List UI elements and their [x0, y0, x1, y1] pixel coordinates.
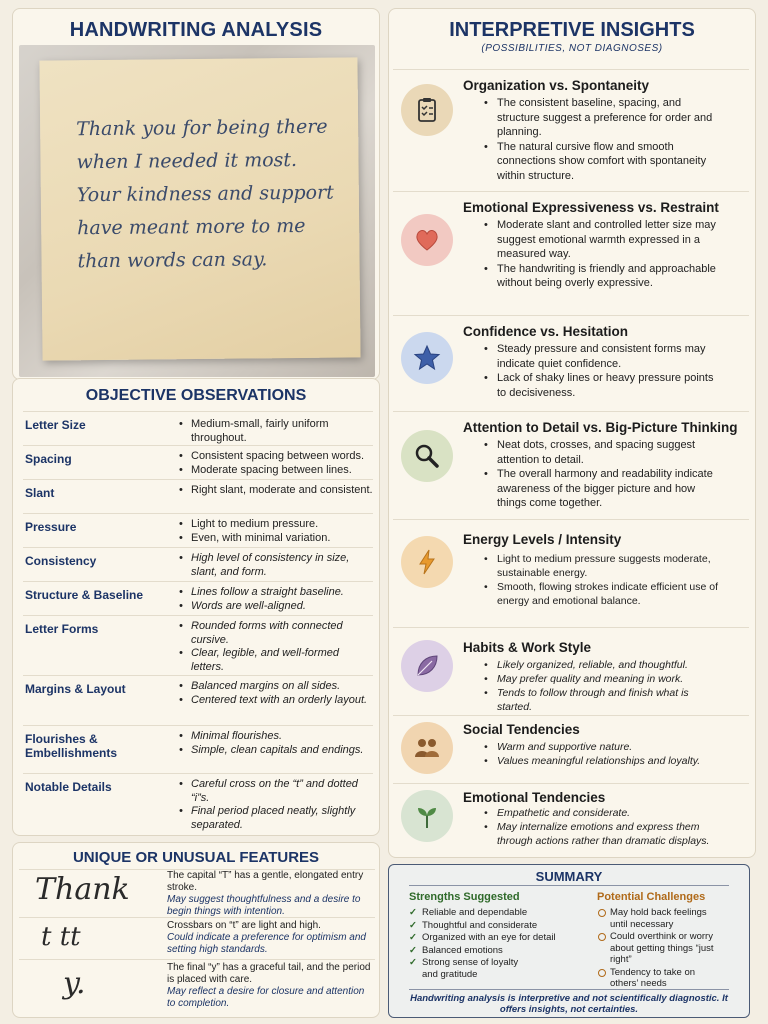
note-line: than words can say.	[77, 248, 268, 273]
challenge-item: May hold back feelings until necessary	[597, 907, 717, 930]
handwriting-photo	[19, 45, 375, 377]
lightning-icon	[401, 536, 453, 588]
unique-feature-text	[167, 870, 373, 918]
insight-item: • Warm and supportive nature.	[483, 740, 723, 754]
unique-features-panel	[12, 842, 380, 1018]
clipboard-icon	[401, 84, 453, 136]
leaf-icon	[401, 640, 453, 692]
unique-features-title: UNIQUE OR UNUSUAL FEATURES	[72, 849, 320, 866]
strength-item: ✓ Thoughtful and considerate	[409, 920, 579, 932]
observation-item: • Careful cross on the “t” and dotted “i”s.	[177, 778, 373, 805]
observation-item: • Balanced margins on all sides.	[177, 680, 373, 694]
insight-items	[483, 806, 723, 848]
summary-divider	[409, 885, 729, 886]
observation-label: Letter Size	[25, 418, 86, 432]
insight-item: • Lack of shaky lines or heavy pressure points to decisiveness.	[483, 371, 723, 400]
observation-item: • Medium-small, fairly uniform throughout.	[177, 418, 373, 445]
observation-row	[23, 445, 373, 479]
insights-title: INTERPRETIVE INSIGHTS	[449, 19, 695, 41]
observation-row	[23, 675, 373, 725]
insight-item: • Likely organized, reliable, and thoughtful.	[483, 658, 723, 672]
sprout-icon	[401, 790, 453, 842]
observation-label: Letter Forms	[25, 622, 99, 636]
note-line: Your kindness and support	[76, 181, 334, 207]
feature-interpretation: Could indicate a preference for optimism and setting high standards.	[167, 932, 366, 955]
insight-items	[483, 658, 723, 714]
insight-item: • Steady pressure and consistent forms may indicate quiet confidence.	[483, 342, 723, 371]
insight-block	[393, 69, 749, 191]
insight-item: • Light to medium pressure suggests moderate, sustainable energy.	[483, 552, 723, 580]
insight-block	[393, 519, 749, 627]
insights-panel	[388, 8, 756, 858]
star-icon	[401, 332, 453, 384]
observations-title: OBJECTIVE OBSERVATIONS	[85, 387, 307, 404]
strength-item: ✓ Organized with an eye for detail	[409, 932, 579, 944]
challenges-heading: Potential Challenges	[597, 891, 706, 903]
observation-items	[177, 484, 373, 498]
observation-item: • Centered text with an orderly layout.	[177, 694, 373, 708]
feature-description: Crossbars on “t” are light and high.	[167, 920, 321, 931]
challenges-list	[597, 907, 717, 991]
observation-label: Slant	[25, 486, 55, 500]
observation-row	[23, 479, 373, 513]
feature-description: The final “y” has a graceful tail, and the period is placed with care.	[167, 962, 371, 985]
magnifier-icon	[401, 430, 453, 482]
strength-item: ✓ Reliable and dependable	[409, 907, 579, 919]
insight-item: • The natural cursive flow and smooth connections show comfort with spontaneity within structure.	[483, 140, 723, 184]
unique-feature-text	[167, 962, 373, 1010]
insight-block	[393, 627, 749, 715]
insight-item: • The overall harmony and readability indicate awareness of the bigger picture and how things come together.	[483, 467, 723, 511]
observation-label: Pressure	[25, 520, 77, 534]
observation-label: Margins & Layout	[25, 682, 126, 696]
observation-items	[177, 450, 373, 477]
insight-heading: Emotional Expressiveness vs. Restraint	[463, 200, 719, 215]
observation-item: • Lines follow a straight baseline.	[177, 586, 373, 600]
insight-item: • May prefer quality and meaning in work.	[483, 672, 723, 686]
handwriting-sample: t tt	[41, 922, 81, 952]
insight-heading: Energy Levels / Intensity	[463, 532, 622, 547]
unique-feature-row	[19, 869, 375, 917]
observation-row	[23, 615, 373, 675]
insight-item: • Values meaningful relationships and loyalty.	[483, 754, 723, 768]
insight-items	[483, 552, 723, 608]
observation-label: Consistency	[25, 554, 97, 568]
observation-item: • Words are well-aligned.	[177, 600, 373, 614]
observation-row	[23, 411, 373, 445]
feature-interpretation: May suggest thoughtfulness and a desire to begin things with intention.	[167, 894, 361, 917]
unique-feature-row	[19, 959, 375, 1015]
insight-heading: Habits & Work Style	[463, 640, 592, 655]
insight-heading: Emotional Tendencies	[463, 790, 606, 805]
insight-items	[483, 218, 723, 291]
observation-item: • Final period placed neatly, slightly separated.	[177, 805, 373, 832]
unique-feature-row	[19, 917, 375, 959]
observation-items	[177, 730, 373, 757]
insight-heading: Attention to Detail vs. Big-Picture Thinking	[463, 420, 738, 435]
insight-items	[483, 342, 723, 400]
insight-block	[393, 715, 749, 783]
summary-title: SUMMARY	[535, 869, 603, 884]
insight-item: • The handwriting is friendly and approachable without being overly expressive.	[483, 262, 723, 291]
unique-feature-text	[167, 920, 373, 956]
observation-item: • Right slant, moderate and consistent.	[177, 484, 373, 498]
observation-items	[177, 418, 373, 445]
insight-heading: Social Tendencies	[463, 722, 580, 737]
insight-items	[483, 740, 723, 768]
insight-item: • Neat dots, crosses, and spacing suggest attention to detail.	[483, 438, 723, 467]
handwriting-title: HANDWRITING ANALYSIS	[69, 19, 323, 41]
observation-items	[177, 552, 373, 579]
observation-row	[23, 725, 373, 773]
observation-label: Flourishes & Embellishments	[25, 732, 118, 760]
insights-subtitle: (POSSIBILITIES, NOT DIAGNOSES)	[481, 43, 663, 54]
observation-item: • Clear, legible, and well-formed letters.	[177, 647, 373, 674]
insight-block	[393, 191, 749, 315]
insight-item: • Smooth, flowing strokes indicate efficient use of energy and emotional balance.	[483, 580, 723, 608]
heart-icon	[401, 214, 453, 266]
insight-item: • Empathetic and considerate.	[483, 806, 723, 820]
note-paper	[39, 57, 360, 360]
insight-item: • Moderate slant and controlled letter size may suggest emotional warmth expressed in a measured way.	[483, 218, 723, 262]
observation-label: Structure & Baseline	[25, 588, 144, 602]
handwriting-sample: y.	[63, 966, 86, 1001]
observation-row	[23, 513, 373, 547]
observation-items	[177, 620, 373, 674]
challenge-item: Tendency to take on others’ needs	[597, 967, 717, 990]
observation-items	[177, 586, 373, 613]
observation-item: • Simple, clean capitals and endings.	[177, 744, 373, 758]
strength-item: ✓ Balanced emotions	[409, 945, 579, 957]
insight-block	[393, 783, 749, 855]
observation-items	[177, 680, 373, 707]
insight-items	[483, 96, 723, 183]
note-line: when I needed it most.	[76, 148, 298, 174]
feature-description: The capital “T” has a gentle, elongated entry stroke.	[167, 870, 364, 893]
observation-row	[23, 581, 373, 615]
insight-block	[393, 315, 749, 411]
feature-interpretation: May reflect a desire for closure and attention to completion.	[167, 986, 365, 1009]
summary-disclaimer: Handwriting analysis is interpretive and not scientifically diagnostic. It offers insights, not certainties.	[409, 989, 729, 1015]
observation-items	[177, 518, 373, 545]
observation-item: • Light to medium pressure.	[177, 518, 373, 532]
insight-block	[393, 411, 749, 519]
observation-item: • Moderate spacing between lines.	[177, 464, 373, 478]
insight-items	[483, 438, 723, 511]
strengths-list	[409, 907, 579, 981]
observation-label: Spacing	[25, 452, 72, 466]
observation-item: • Minimal flourishes.	[177, 730, 373, 744]
observation-item: • Even, with minimal variation.	[177, 532, 373, 546]
insight-item: • The consistent baseline, spacing, and structure suggest a preference for order and planning.	[483, 96, 723, 140]
note-line: Thank you for being there	[76, 115, 328, 141]
insight-item: • May internalize emotions and express them through actions rather than dramatic displays.	[483, 820, 723, 848]
observation-items	[177, 778, 373, 832]
handwriting-panel	[12, 8, 380, 380]
insight-heading: Organization vs. Spontaneity	[463, 78, 650, 93]
observation-item: • High level of consistency in size, slant, and form.	[177, 552, 373, 579]
strengths-heading: Strengths Suggested	[409, 891, 520, 903]
insight-item: • Tends to follow through and finish what is started.	[483, 686, 723, 714]
observation-item: • Consistent spacing between words.	[177, 450, 373, 464]
observation-row	[23, 547, 373, 581]
challenge-item: Could overthink or worry about getting things “just right”	[597, 931, 717, 966]
handwriting-sample: Thank	[35, 872, 130, 907]
observations-panel	[12, 378, 380, 836]
summary-panel	[388, 864, 750, 1018]
observation-row	[23, 773, 373, 831]
observation-item: • Rounded forms with connected cursive.	[177, 620, 373, 647]
observation-label: Notable Details	[25, 780, 112, 794]
strength-item: ✓ Strong sense of loyalty and gratitude	[409, 957, 529, 980]
note-line: have meant more to me	[77, 214, 306, 240]
people-icon	[401, 722, 453, 774]
insight-heading: Confidence vs. Hesitation	[463, 324, 629, 339]
